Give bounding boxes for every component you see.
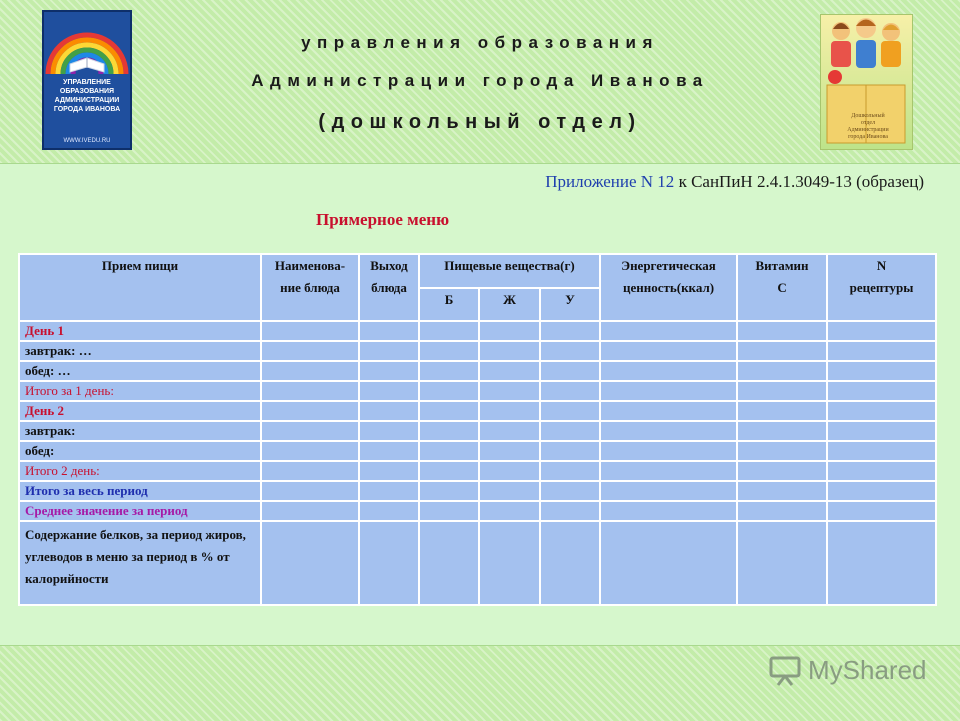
row-label-day-1: День 1 [19, 321, 261, 341]
row-label-total-day-2: Итого 2 день: [19, 461, 261, 481]
watermark [768, 655, 927, 686]
row-label-lunch-1: обед: … [19, 361, 261, 381]
header-line-1: управления образования [301, 33, 659, 52]
header-carbs: У [540, 288, 600, 322]
row-label-breakfast-1: завтрак: … [19, 341, 261, 361]
table-row [19, 521, 936, 605]
menu-title: Примерное меню [316, 210, 450, 229]
header-energy: Энергетическая ценность(ккал) [600, 254, 737, 321]
row-label-average: Среднее значение за период [19, 501, 261, 521]
table-row [19, 421, 936, 441]
row-label-breakfast-2: завтрак: [19, 421, 261, 441]
row-label-day-2: День 2 [19, 401, 261, 421]
table-row [19, 321, 936, 341]
header-meal: Прием пищи [19, 254, 261, 321]
table-row [19, 401, 936, 421]
appendix-reference [545, 172, 924, 192]
presentation-icon [768, 656, 802, 686]
header-fats: Ж [479, 288, 540, 322]
header-line-2: Администрации города Иванова [251, 71, 709, 90]
education-department-logo [42, 10, 132, 150]
logo-left-text: УПРАВЛЕНИЕ ОБРАЗОВАНИЯ АДМИНИСТРАЦИИ ГОРОДА ИВАНОВА [53, 79, 121, 113]
header-recipe-number: N рецептуры [827, 254, 936, 321]
row-label-nutrient-share: Содержание белков, за период жиров, углеводов в меню за период в % от калорийности [19, 521, 261, 605]
table-header-row [19, 254, 936, 288]
header-nutrients: Пищевые вещества(г) [419, 254, 600, 288]
logo-right-text: Дошкольный отдел Администрации города Иванова [847, 113, 889, 140]
header-dish-name: Наименова- ние блюда [261, 254, 359, 321]
table-row [19, 481, 936, 501]
table-row [19, 441, 936, 461]
row-label-lunch-2: обед: [19, 441, 261, 461]
header-vitamin-c: Витамин С [737, 254, 827, 321]
preschool-department-logo [820, 14, 913, 150]
table-row [19, 501, 936, 521]
header-line-3: (дошкольный отдел) [318, 111, 642, 133]
appendix-sanpin: к СанПиН 2.4.1.3049-13 (образец) [678, 172, 924, 191]
row-label-total-day-1: Итого за 1 день: [19, 381, 261, 401]
table-row [19, 381, 936, 401]
header-proteins: Б [419, 288, 479, 322]
table-row [19, 361, 936, 381]
appendix-number: Приложение N 12 [545, 172, 675, 191]
row-label-total-period: Итого за весь период [19, 481, 261, 501]
logo-left-url: WWW.IVEDU.RU [63, 138, 111, 144]
table-row [19, 341, 936, 361]
sample-menu-table [18, 253, 937, 606]
watermark-text: MyShared [808, 655, 927, 685]
table-row [19, 461, 936, 481]
header-output: Выход блюда [359, 254, 419, 321]
